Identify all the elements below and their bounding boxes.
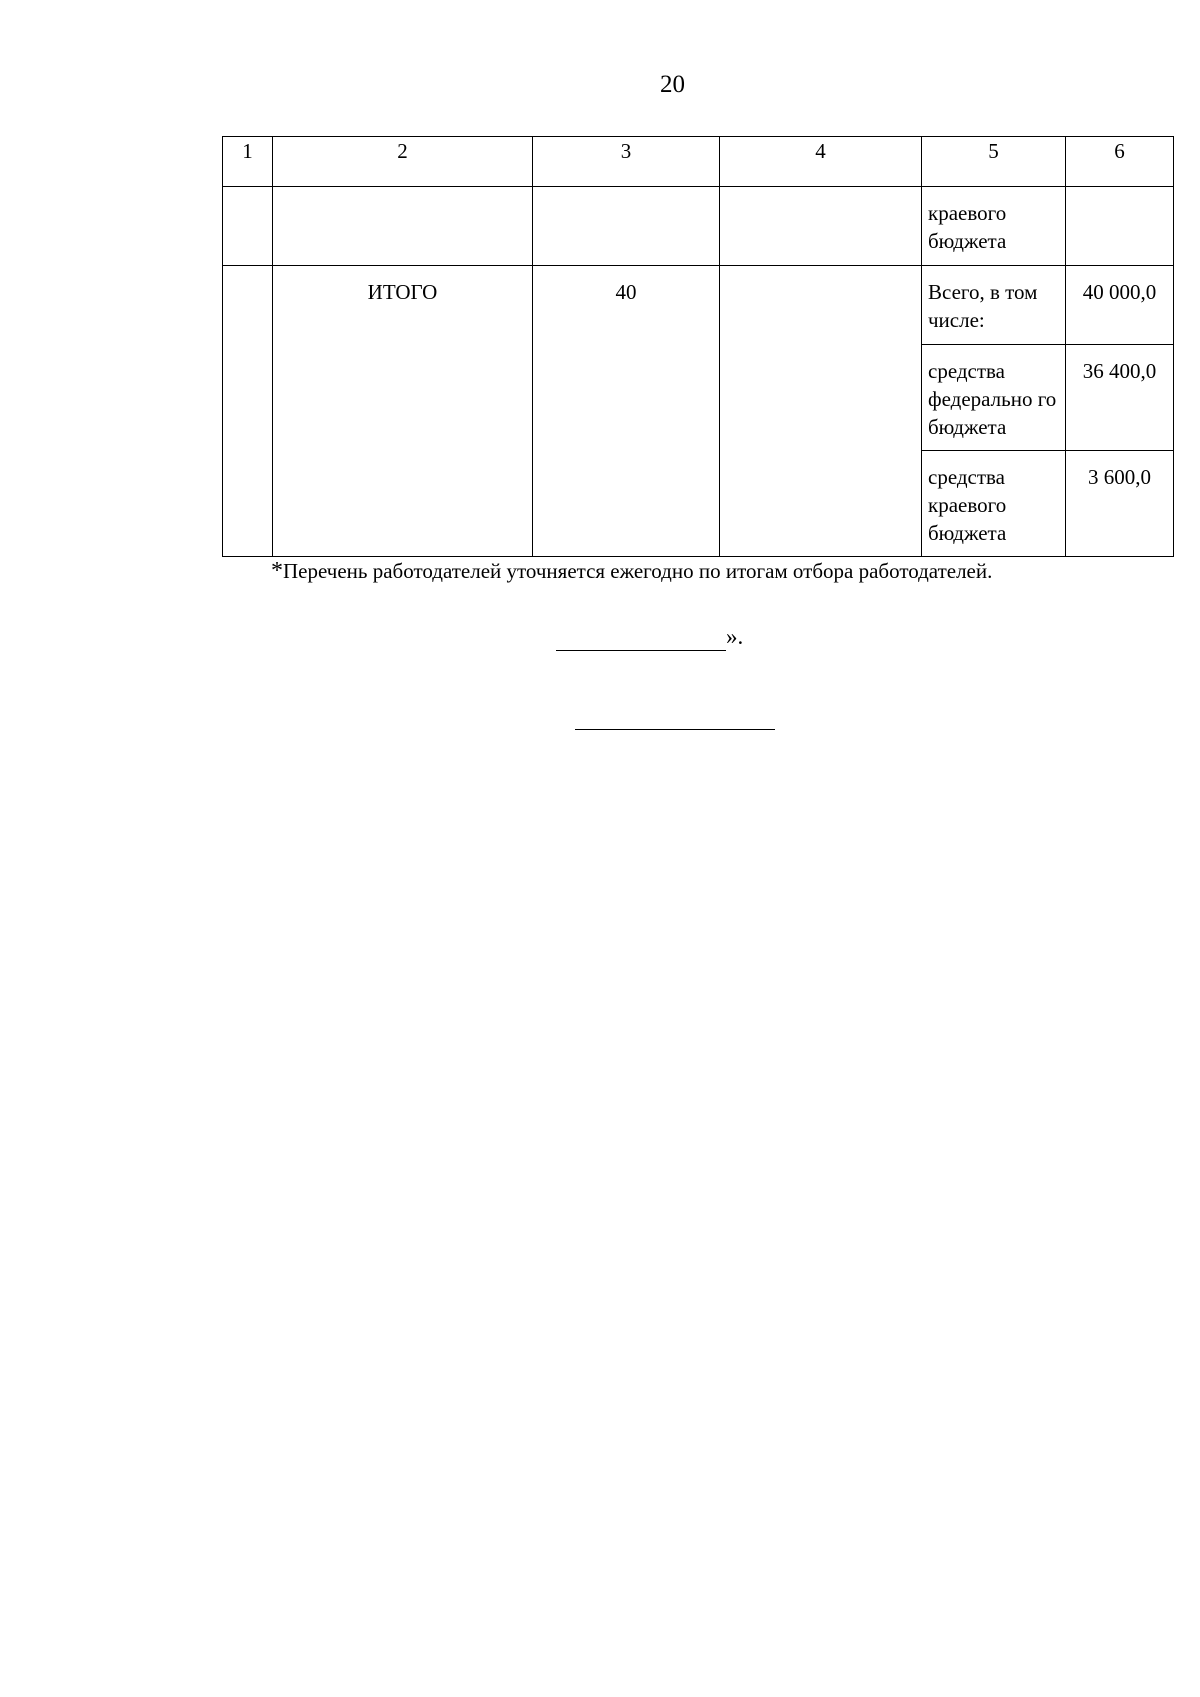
header-cell-5: 5 (922, 137, 1066, 187)
empty-cell (533, 187, 720, 266)
total-label: ИТОГО (367, 280, 438, 304)
blank-underline (556, 624, 726, 651)
closing-quote: ». (726, 624, 744, 649)
empty-cell (720, 187, 922, 266)
empty-cell (720, 266, 922, 557)
funding-source-cell (922, 187, 1066, 266)
empty-cell (1066, 187, 1174, 266)
end-rule (575, 729, 775, 730)
empty-cell (223, 266, 273, 557)
total-quantity: 40 (615, 280, 637, 304)
funding-amount-cell (1066, 451, 1174, 557)
funding-amount: 3 600,0 (1088, 465, 1151, 489)
funding-source-cell (922, 345, 1066, 451)
page-number: 20 (660, 71, 685, 98)
table-header-row (223, 137, 1174, 187)
header-cell-2: 2 (273, 137, 533, 187)
footnote (271, 557, 992, 585)
header-cell-3: 3 (533, 137, 720, 187)
total-label-cell (273, 266, 533, 557)
closing-line (556, 623, 743, 651)
funding-source-cell (922, 266, 1066, 345)
budget-table (222, 136, 1174, 557)
funding-amount-cell (1066, 266, 1174, 345)
footnote-mark: * (271, 558, 283, 584)
header-cell-4: 4 (720, 137, 922, 187)
empty-cell (223, 187, 273, 266)
footnote-text: Перечень работодателей уточняется ежегодно по итогам отбора работодателей. (283, 559, 993, 583)
table-row-continued (223, 187, 1174, 266)
funding-source-cell (922, 451, 1066, 557)
header-cell-6: 6 (1066, 137, 1174, 187)
funding-source-text: средства федерально го бюджета (928, 359, 1057, 439)
funding-amount: 40 000,0 (1082, 280, 1157, 304)
empty-cell (273, 187, 533, 266)
table-row-total (223, 266, 1174, 345)
funding-amount-cell (1066, 345, 1174, 451)
total-quantity-cell (533, 266, 720, 557)
funding-amount: 36 400,0 (1082, 359, 1157, 383)
funding-source-text: краевого бюджета (928, 201, 1007, 253)
funding-source-text: средства краевого бюджета (928, 465, 1007, 545)
header-cell-1: 1 (223, 137, 273, 187)
funding-source-text: Всего, в том числе: (928, 280, 1038, 332)
